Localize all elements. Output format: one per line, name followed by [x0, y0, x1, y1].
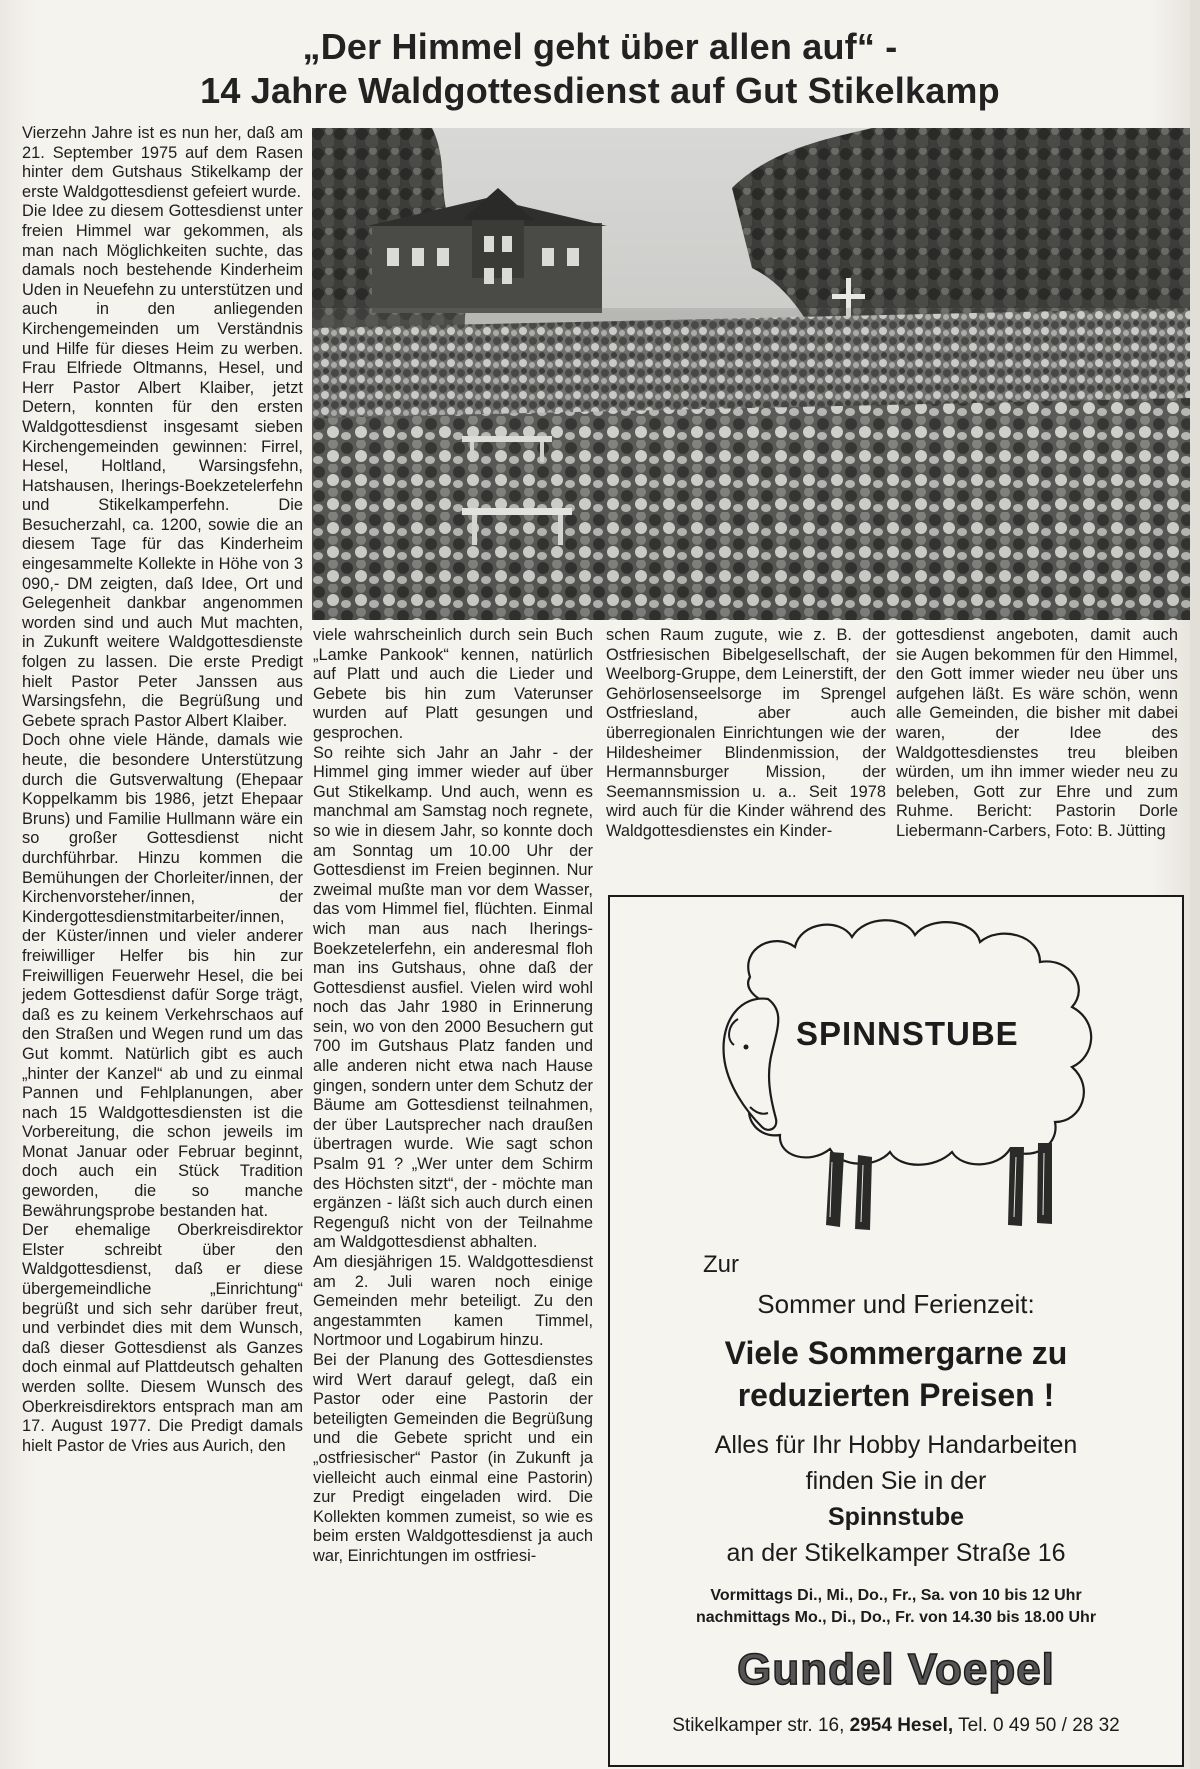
crowd-photo-illustration — [312, 128, 1190, 620]
paragraph: Doch ohne viele Hände, damals wie heute, die besondere Unterstützung durch die Gutsverwaltung (Ehepaar Koppelkamm bis 1986, jetzt Ehepaar Bruns) und Familie Hullmann wäre ein so großer Gottesdienst nicht durchführbar. Hinzu kommen die Bemühungen der Chorleiter/innen, der Kirchenvorsteher/innen, der Kindergottesdienstmitarbeiter/innen, der Küster/innen und vieler anderer freiwilliger Helfer bis hin zur Freiwilligen Feuerwehr Hesel, die bei jedem Gottesdienst dafür Sorge trägt, daß es zu keinem Verkehrschaos auf den Straßen und Wegen rund um das Gut kommt. Natürlich gibt es auch „hinter der Kanzel“ ab und zu einmal Pannen und Fehlplanungen, aber nach 15 Waldgottesdiensten ist die Vorbereitung, die schon jeweils im Monat Januar oder Februar beginnt, doch auch ein Stück Tradition geworden, die so manche Bewährungsprobe bestanden hat. — [22, 731, 303, 1220]
article-title-line2: 14 Jahre Waldgottesdienst auf Gut Stikelkamp — [200, 70, 1000, 111]
ad-hours-1: Vormittags Di., Mi., Do., Fr., Sa. von 10 bis 12 Uhr — [710, 1587, 1082, 1604]
paragraph: Vierzehn Jahre ist es nun her, daß am 21. September 1975 auf dem Rasen hinter dem Gutshaus Stikelkamp der erste Waldgottesdienst gefeiert wurde. — [22, 124, 303, 201]
ad-hours-2: nachmittags Mo., Di., Do., Fr. von 14.30 bis 18.00 Uhr — [695, 1609, 1097, 1626]
page-edge-right — [1190, 0, 1200, 1769]
ad-line-zur: Zur — [703, 1251, 739, 1278]
sheep-illustration — [680, 907, 1120, 1237]
paragraph: gottesdienst angeboten, damit auch sie Augen bekommen für den Himmel, den Gott immer wieder neu über uns aufgehen läßt. Es wäre schön, wenn alle Gemeinden, die bisher mit dabei waren, der Idee des Waldgottesdienstes treu bleiben würden, um ihn immer wieder neu zu beleben, Gott zur Ehre und zum Ruhme. Bericht: Pastorin Dorle Liebermann-Carbers, Foto: B. Jütting — [896, 626, 1178, 840]
paragraph: Bei der Planung des Gottesdienstes wird Wert darauf gelegt, daß ein Pastor oder eine Pastorin der beteiligten Gemeinden die Begrüßung und die Gebete spricht und ein „ostfriesischer“ Pastor (in Zukunft ja vielleicht auch einmal eine Pastorin) zur Predigt eingeladen wird. Die Kollekten kommen zumeist, so wie es beim ersten Waldgottesdienst ja auch war, Einrichtungen im ostfriesi- — [313, 1350, 593, 1565]
ad-owner: Gundel Voepel — [737, 1645, 1055, 1694]
article-title-line1: „Der Himmel geht über allen auf“ - — [302, 26, 898, 67]
article-column-2 — [313, 626, 593, 1567]
ad-footer-phone: Tel. 0 49 50 / 28 32 — [958, 1715, 1120, 1736]
ad-body-2: finden Sie in der — [805, 1467, 987, 1495]
ad-headline-2: reduzierten Preisen ! — [737, 1377, 1055, 1413]
paragraph: So reihte sich Jahr an Jahr - der Himmel ging immer wieder auf über Gut Stikelkamp. Und auch, wenn es manchmal am Samstag noch regnete, so wie in diesem Jahr, so konnte doch am Sonntag um 10.00 Uhr der Gottesdienst im Freien beginnen. Nur zweimal mußte man vor dem Wasser, das vom Himmel fiel, flüchten. Einmal wich man aus nach Iherings-Boekzetelerfehn, ein anderesmal floh man ins Gutshaus, ohne daß der Gottesdienst ausfiel. Vielen wird wohl noch das Jahr 1980 in Erinnerung sein, wo von den 2000 Besuchern gut 700 im Gutshaus Platz fanden und alle anderen nicht etwa nach Hause gingen, sondern unter dem Schutz der Bäume am Gottesdienst teilnahmen, der über Lautsprecher nach draußen übertragen wurde. Wie sagt schon Psalm 91 ? „Wer unter dem Schirm des Höchsten sitzt“, der - möchte man ergänzen - läßt sich auch durch einen Regenguß nicht von der Teilnahme am Waldgottesdienst abhalten. — [313, 743, 593, 1252]
ad-headline-1: Viele Sommergarne zu — [724, 1335, 1068, 1371]
ad-body-1: Alles für Ihr Hobby Handarbeiten — [714, 1431, 1078, 1459]
article-column-3 — [606, 626, 886, 842]
ad-footer-street: Stikelkamper str. 16, — [672, 1715, 845, 1736]
paragraph: viele wahrscheinlich durch sein Buch „Lamke Pankook“ kennen, natürlich auf Platt und auch die Lieder und Gebete bis hin zum Vaterunser wurden auf Platt gesungen und gesprochen. — [313, 626, 593, 742]
article-column-4 — [896, 626, 1178, 842]
ad-footer — [610, 1715, 1182, 1737]
ad-body-shop: Spinnstube — [827, 1503, 965, 1531]
paragraph: schen Raum zugute, wie z. B. der Ostfriesischen Bibelgesellschaft, der Weelborg-Gruppe, dem Leinerstift, der Gehörlosenseelsorge im Sprengel Ostfriesland, aber auch überregionalen Einrichtungen wie der Hildesheimer Blindenmission, der Hermannsburger Mission, der Seemannsmission u. a.. Seit 1978 wird auch für die Kinder während des Waldgottesdienstes ein Kinder- — [606, 626, 886, 840]
ad-body-address: an der Stikelkamper Straße 16 — [726, 1539, 1066, 1567]
ad-line-season: Sommer und Ferienzeit: — [757, 1289, 1035, 1319]
paragraph: Am diesjährigen 15. Waldgottesdienst am 2. Juli waren noch einige Gemeinden mehr beteiligt. Zu den angestammten kamen Timmel, Nortmoor und Logabirum hinzu. — [313, 1253, 593, 1350]
ad-footer-town: 2954 Hesel, — [849, 1715, 954, 1736]
spinnstube-title: SPINNSTUBE — [796, 1015, 1019, 1052]
spinnstube-advertisement — [608, 895, 1184, 1767]
article-column-1 — [22, 124, 303, 1456]
paragraph: Die Idee zu diesem Gottesdienst unter freien Himmel war gekommen, als man nach Möglichkeiten suchte, das damals noch bestehende Kinderheim Uden in Neuefehn zu unterstützen und auch in den anliegenden Kirchengemeinden um Verständnis und Hilfe für dieses Heim zu werben. Frau Elfriede Oltmanns, Hesel, und Herr Pastor Albert Klaiber, jetzt Detern, konnten für den ersten Waldgottesdienst insgesamt sieben Kirchengemeinden gewinnen: Firrel, Hesel, Holtland, Warsingsfehn, Hatshausen, Iherings-Boekzetelerfehn und Stikelkamperfehn. Die Besucherzahl, ca. 1200, sowie die an diesem Tage für das Kinderheim eingesammelte Kollekte in Höhe von 3 090,- DM zeigten, daß Idee, Ort und Gelegenheit dankbar angenommen worden sind und auch Mut machten, in Zukunft weitere Waldgottesdienste folgen zu lassen. Die erste Predigt hielt Pastor Peter Janssen aus Warsingsfehn, die Begrüßung und Gebete sprach Pastor Albert Klaiber. — [22, 202, 303, 730]
paragraph: Der ehemalige Oberkreisdirektor Elster schreibt über den Waldgottesdienst, daß er diese übergemeindliche „Einrichtung“ begrüßt und sich sehr darüber freut, und verbindet dies mit dem Wunsch, daß dieser Gottesdienst als Ganzes doch einmal auf Plattdeutsch gehalten werden sollte. Diesem Wunsch des Oberkreisdirektors entsprach man am 17. August 1977. Die Predigt damals hielt Pastor de Vries aus Aurich, den — [22, 1221, 303, 1455]
photo-outdoor-service — [312, 128, 1190, 620]
